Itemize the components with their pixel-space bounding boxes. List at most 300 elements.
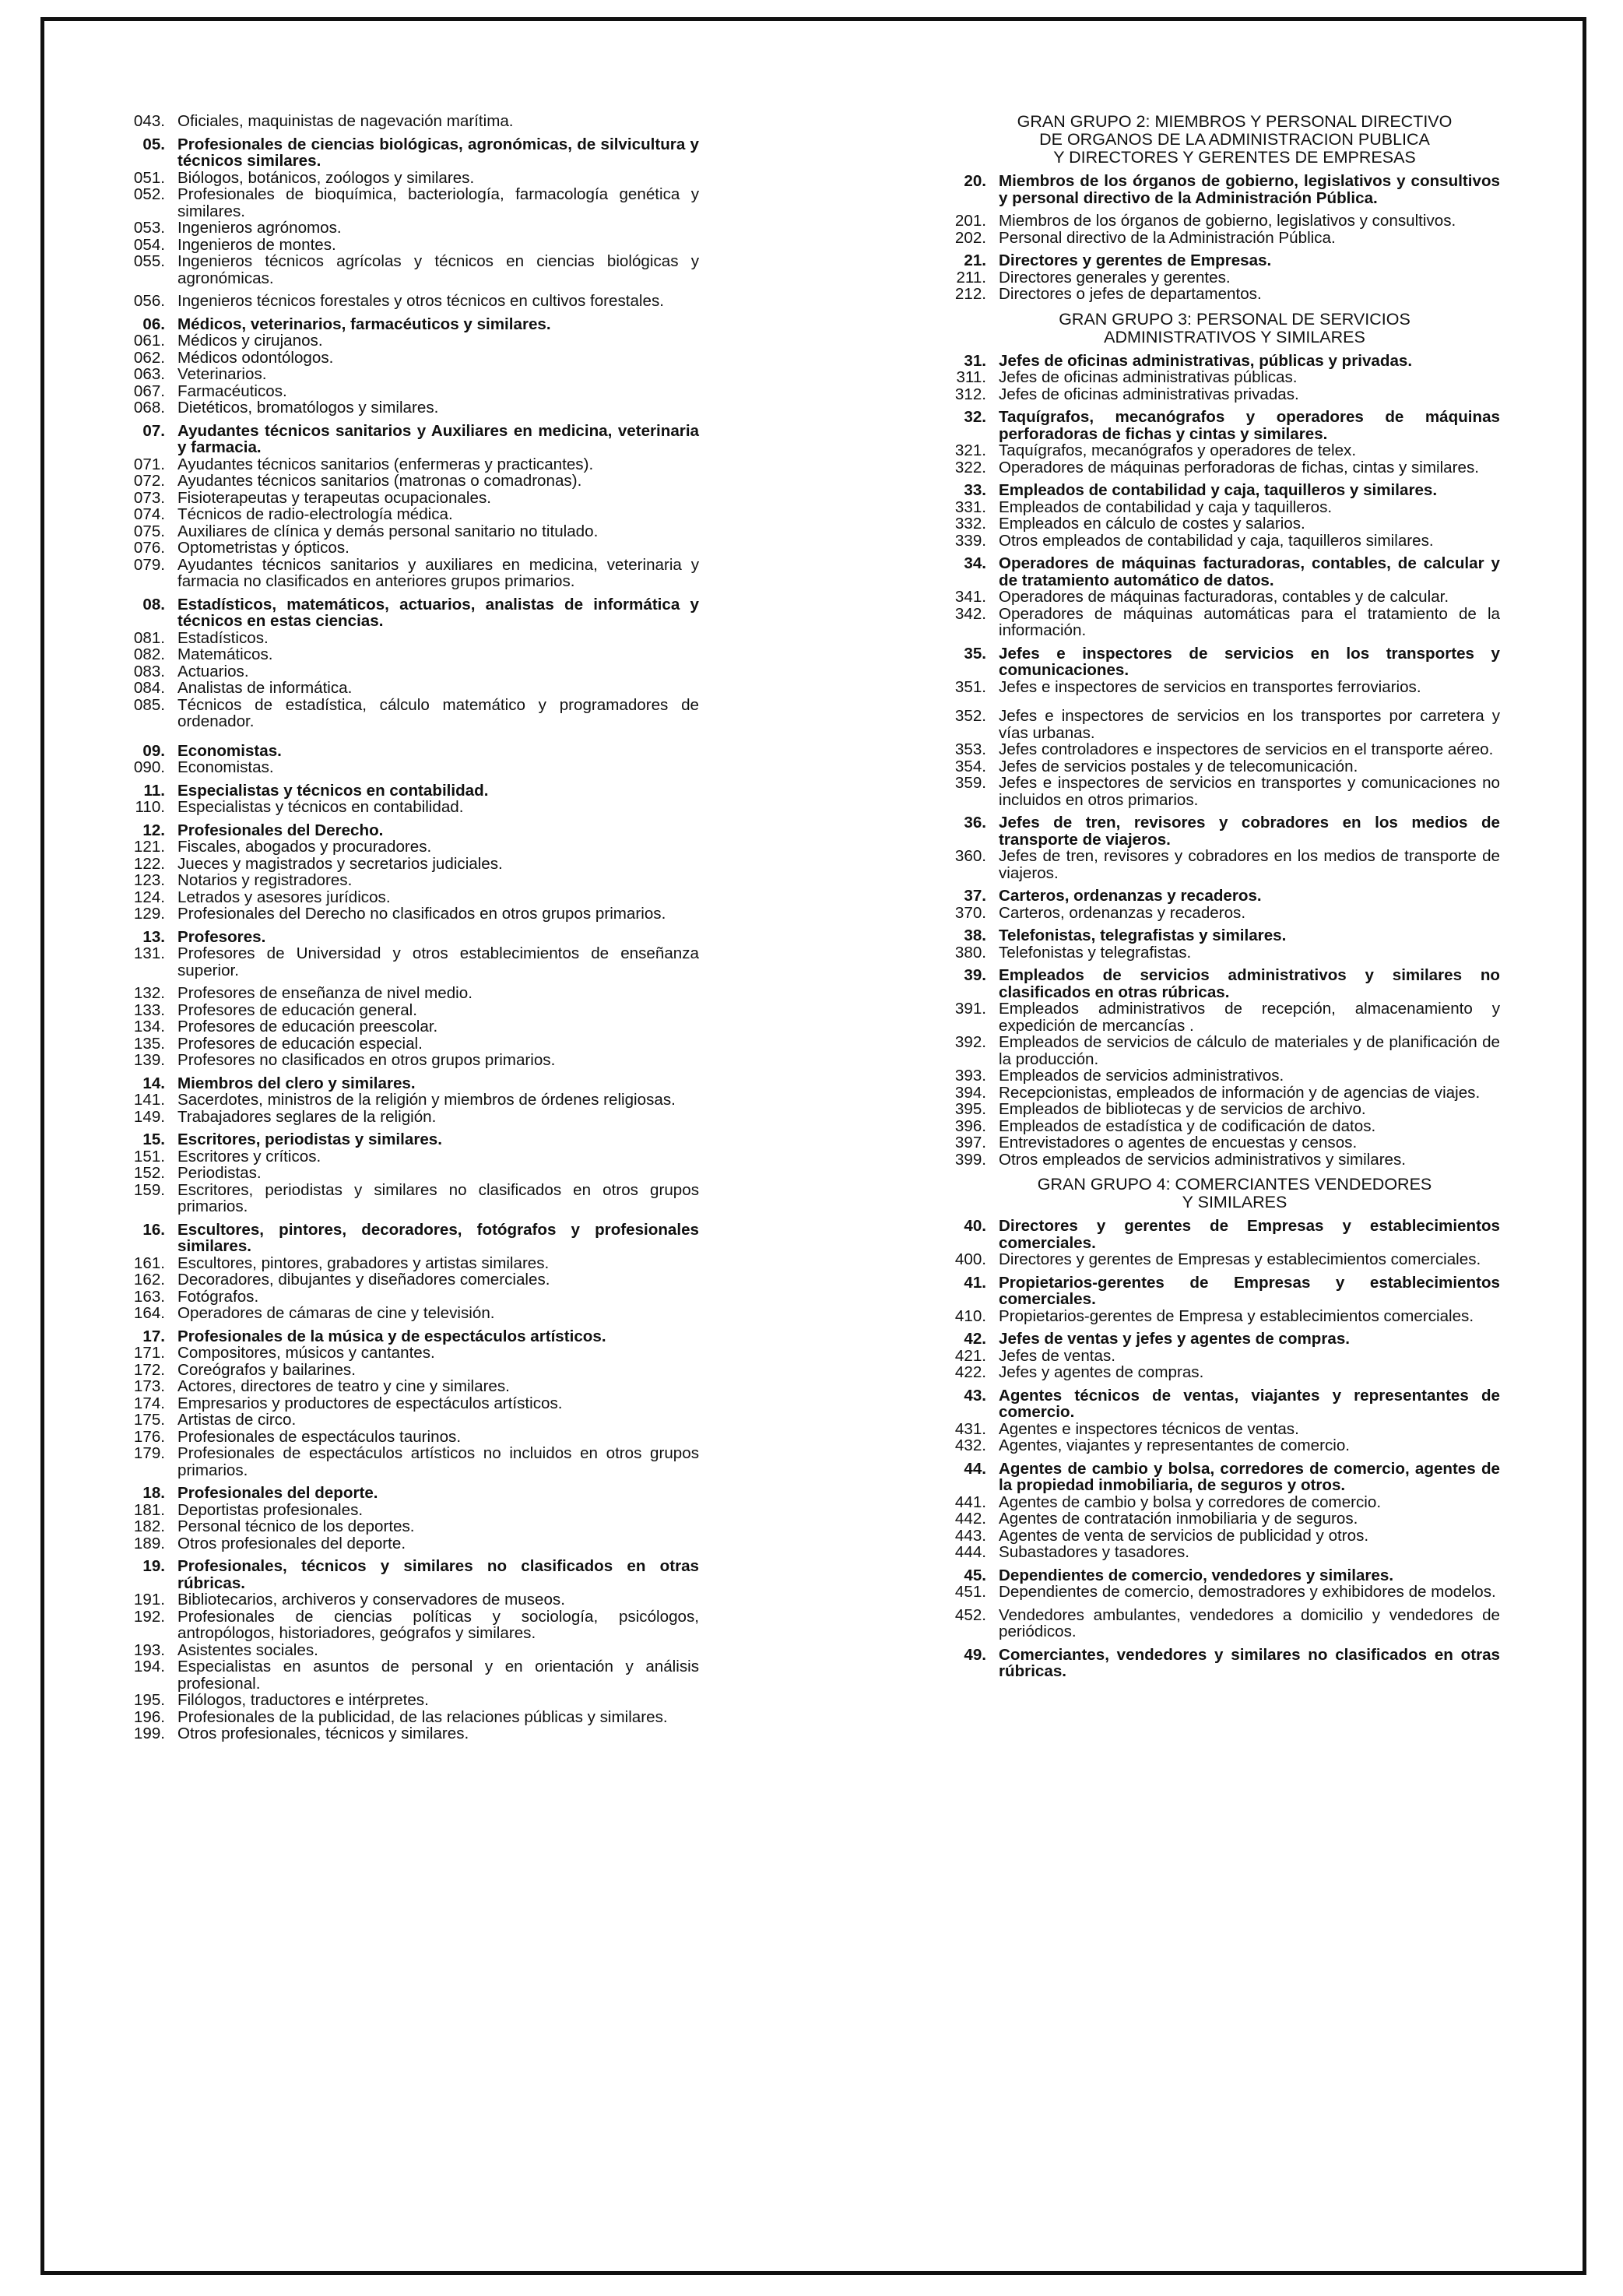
entry-code: 181. [133, 1500, 165, 1519]
entry-code: 422. [954, 1363, 986, 1381]
entry-text: Directores y gerentes de Empresas. [999, 251, 1272, 269]
occupation-entry [117, 186, 699, 220]
entry-text: Letrados y asesores jurídicos. [177, 888, 391, 906]
occupation-entry [117, 646, 699, 663]
entry-code: 134. [133, 1018, 165, 1035]
entry-code: 05. [142, 135, 165, 153]
occupation-entry [117, 1378, 699, 1395]
entry-code: 151. [133, 1147, 165, 1166]
left-column [117, 113, 699, 1742]
entry-code: 410. [954, 1306, 986, 1325]
entry-code: 13. [142, 927, 165, 946]
entry-text: Médicos, veterinarios, farmacéuticos y similares. [177, 315, 551, 333]
entry-code: 063. [133, 365, 165, 383]
occupation-entry [938, 386, 1500, 403]
subgroup-entry [117, 1075, 699, 1092]
subgroup-entry [938, 1275, 1500, 1308]
entry-code: 075. [133, 522, 165, 540]
entry-text: Jefes de ventas. [999, 1346, 1115, 1365]
entry-code: 139. [133, 1051, 165, 1069]
subgroup-entry [938, 1218, 1500, 1251]
entry-text: Ingenieros de montes. [177, 235, 336, 254]
entry-text: Periodistas. [177, 1164, 262, 1182]
entry-text: Dependientes de comercio, demostradores y exhibidores de modelos. [999, 1583, 1496, 1601]
entry-code: 396. [954, 1116, 986, 1135]
occupation-entry [117, 1018, 699, 1035]
entry-code: 360. [954, 847, 986, 865]
occupation-entry [938, 1364, 1500, 1381]
entry-text: Profesionales del Derecho. [177, 821, 384, 839]
entry-code: 431. [954, 1419, 986, 1438]
entry-text: Jefes controladores e inspectores de servicios en el transporte aéreo. [999, 740, 1494, 758]
entry-code: 191. [133, 1591, 165, 1609]
entry-code: 442. [954, 1510, 986, 1528]
entry-code: 172. [133, 1360, 165, 1379]
entry-text: Fisioterapeutas y terapeutas ocupacionales. [177, 488, 491, 507]
entry-code: 41. [964, 1273, 986, 1292]
occupation-entry [117, 1429, 699, 1446]
occupation-entry [117, 1362, 699, 1379]
occupation-entry [117, 759, 699, 776]
entry-code: 11. [143, 781, 165, 800]
occupation-entry [117, 1305, 699, 1322]
occupation-entry [117, 366, 699, 383]
entry-text: Comerciantes, vendedores y similares no clasificados en otras rúbricas. [999, 1645, 1500, 1680]
entry-code: 174. [133, 1394, 165, 1412]
entry-code: 195. [133, 1691, 165, 1709]
occupation-entry [117, 506, 699, 523]
entry-code: 189. [133, 1534, 165, 1552]
entry-text: Fiscales, abogados y procuradores. [177, 838, 432, 856]
occupation-entry [938, 1118, 1500, 1135]
occupation-entry [117, 293, 699, 310]
entry-text: Jefes de ventas y jefes y agentes de compras. [999, 1330, 1351, 1348]
entry-text: Recepcionistas, empleados de información y de agencias de viajes. [999, 1083, 1481, 1102]
occupation-entry [117, 1345, 699, 1362]
entry-code: 452. [954, 1605, 986, 1624]
entry-code: 43. [964, 1386, 986, 1405]
entry-text: Fotógrafos. [177, 1287, 259, 1306]
occupation-entry [117, 1609, 699, 1642]
subgroup-entry [938, 409, 1500, 442]
entry-code: 321. [954, 441, 986, 459]
entry-code: 451. [954, 1583, 986, 1601]
subgroup-entry [117, 743, 699, 760]
entry-code: 110. [135, 798, 165, 816]
occupation-entry [117, 1725, 699, 1742]
occupation-entry [938, 1607, 1500, 1640]
entry-code: 123. [133, 871, 165, 889]
entry-text: Ayudantes técnicos sanitarios y auxiliares en medicina, veterinaria y farmacia no clasificados en anteriores grupos primarios. [177, 555, 699, 590]
entry-text: Estadísticos, matemáticos, actuarios, analistas de informática y técnicos en estas ciencias. [177, 595, 699, 630]
entry-code: 122. [133, 854, 165, 873]
entry-text: Empleados de estadística y de codificación de datos. [999, 1116, 1376, 1135]
occupation-entry [117, 1692, 699, 1709]
occupation-entry [938, 905, 1500, 922]
entry-text: Biólogos, botánicos, zoólogos y similares. [177, 168, 475, 187]
occupation-entry [117, 1289, 699, 1306]
entry-text: Analistas de informática. [177, 679, 353, 697]
entry-text: Escritores, periodistas y similares no clasificados en otros grupos primarios. [177, 1180, 699, 1215]
entry-code: 211. [956, 268, 986, 287]
entry-text: Agentes de cambio y bolsa, corredores de comercio, agentes de la propiedad inmobiliaria, de seguros y otros. [999, 1459, 1500, 1494]
entry-text: Especialistas en asuntos de personal y en orientación y análisis profesional. [177, 1658, 699, 1693]
entry-code: 34. [964, 554, 986, 572]
subgroup-entry [938, 927, 1500, 944]
entry-code: 163. [133, 1287, 165, 1306]
entry-code: 121. [133, 838, 165, 856]
subgroup-entry [117, 1328, 699, 1345]
entry-code: 192. [133, 1607, 165, 1626]
subgroup-entry [117, 929, 699, 946]
occupation-entry [117, 1035, 699, 1053]
entry-text: Jefes de tren, revisores y cobradores en los medios de transporte de viajeros. [999, 847, 1500, 882]
entry-code: 40. [964, 1217, 986, 1235]
entry-text: Empleados de contabilidad y caja y taquilleros. [999, 498, 1333, 516]
occupation-entry [938, 758, 1500, 775]
occupation-entry [117, 1109, 699, 1126]
entry-text: Agentes de contratación inmobiliaria y de seguros. [999, 1510, 1358, 1528]
entry-text: Artistas de circo. [177, 1411, 297, 1429]
entry-text: Profesionales, técnicos y similares no clasificados en otras rúbricas. [177, 1557, 699, 1592]
entry-code: 074. [133, 505, 165, 523]
entry-text: Empleados administrativos de recepción, almacenamiento y expedición de mercancías . [999, 1000, 1500, 1035]
entry-text: Otros empleados de contabilidad y caja, taquilleros similares. [999, 531, 1434, 550]
occupation-entry [938, 286, 1500, 303]
subgroup-entry [117, 1222, 699, 1255]
occupation-entry [938, 1437, 1500, 1454]
entry-text: Directores y gerentes de Empresas y establecimientos comerciales. [999, 1250, 1481, 1268]
occupation-entry [938, 1421, 1500, 1438]
entry-code: 161. [133, 1253, 165, 1272]
entry-text: Dependientes de comercio, vendedores y similares. [999, 1566, 1394, 1584]
entry-code: 352. [954, 707, 986, 725]
entry-code: 06. [142, 315, 165, 333]
entry-text: Empleados de servicios administrativos y similares no clasificados en otras rúbricas. [999, 966, 1500, 1001]
entry-text: Propietarios-gerentes de Empresas y establecimientos comerciales. [999, 1273, 1500, 1308]
occupation-entry [938, 1544, 1500, 1561]
occupation-entry [117, 945, 699, 979]
entry-text: Especialistas y técnicos en contabilidad. [177, 798, 464, 816]
entry-code: 068. [133, 399, 165, 417]
entry-code: 331. [954, 498, 986, 516]
occupation-entry [117, 1642, 699, 1659]
entry-text: Operadores de cámaras de cine y televisión. [177, 1304, 495, 1322]
entry-code: 076. [133, 539, 165, 557]
entry-text: Trabajadores seglares de la religión. [177, 1107, 437, 1126]
occupation-entry [938, 606, 1500, 639]
entry-code: 08. [142, 595, 165, 614]
occupation-entry [938, 1152, 1500, 1169]
occupation-entry [117, 1002, 699, 1019]
entry-code: 392. [954, 1033, 986, 1051]
entry-code: 051. [133, 168, 165, 187]
entry-text: Médicos odontólogos. [177, 348, 334, 367]
occupation-entry [938, 1134, 1500, 1152]
entry-code: 129. [133, 905, 165, 923]
occupation-entry [938, 848, 1500, 881]
entry-code: 312. [954, 385, 986, 403]
occupation-entry [938, 499, 1500, 516]
entry-code: 322. [954, 458, 986, 476]
entry-text: Optometristas y ópticos. [177, 539, 350, 557]
occupation-entry [117, 1658, 699, 1692]
occupation-entry [117, 889, 699, 906]
entry-text: Jefes e inspectores de servicios en los transportes por carretera y vías urbanas. [999, 707, 1500, 742]
entry-code: 082. [133, 645, 165, 663]
entry-code: 31. [964, 351, 986, 370]
entry-text: Profesores de educación especial. [177, 1034, 423, 1053]
occupation-entry [938, 944, 1500, 962]
entry-code: 391. [954, 1000, 986, 1018]
entry-text: Especialistas y técnicos en contabilidad. [177, 781, 489, 800]
occupation-entry [938, 741, 1500, 758]
entry-code: 14. [142, 1074, 165, 1092]
entry-text: Miembros de los órganos de gobierno, legislativos y consultivos y personal directivo de la Administración Pública. [999, 172, 1500, 207]
subgroup-entry [938, 353, 1500, 370]
entry-text: Economistas. [177, 758, 274, 776]
entry-text: Profesores de educación general. [177, 1000, 417, 1019]
entry-code: 061. [133, 332, 165, 350]
right-column [938, 113, 1500, 1680]
entry-code: 16. [142, 1220, 165, 1239]
occupation-entry [117, 220, 699, 237]
entry-text: Profesionales de ciencias biológicas, agronómicas, de silvicultura y técnicos similares. [177, 135, 699, 170]
occupation-entry [938, 1101, 1500, 1118]
entry-text: Deportistas profesionales. [177, 1500, 364, 1519]
entry-code: 18. [142, 1484, 165, 1502]
entry-text: Técnicos de estadística, cálculo matemático y programadores de ordenador. [177, 695, 699, 730]
occupation-entry [117, 1092, 699, 1109]
entry-text: Ingenieros técnicos agrícolas y técnicos en ciencias biológicas y agronómicas. [177, 252, 699, 287]
entry-text: Operadores de máquinas perforadoras de fichas, cintas y similares. [999, 458, 1479, 476]
entry-text: Telefonistas, telegrafistas y similares. [999, 926, 1287, 944]
entry-code: 196. [133, 1707, 165, 1726]
entry-code: 062. [133, 348, 165, 367]
entry-code: 15. [142, 1130, 165, 1148]
occupation-entry [938, 679, 1500, 696]
subgroup-entry [117, 1485, 699, 1502]
entry-text: Otros empleados de servicios administrativos y similares. [999, 1150, 1407, 1169]
entry-text: Auxiliares de clínica y demás personal sanitario no titulado. [177, 522, 599, 540]
entry-text: Otros profesionales del deporte. [177, 1534, 406, 1552]
occupation-entry [938, 1034, 1500, 1067]
entry-text: Actores, directores de teatro y cine y similares. [177, 1377, 510, 1395]
entry-code: 179. [133, 1444, 165, 1462]
entry-text: Jueces y magistrados y secretarios judiciales. [177, 854, 503, 873]
entry-text: Profesores de Universidad y otros establecimientos de enseñanza superior. [177, 944, 699, 979]
entry-text: Bibliotecarios, archiveros y conservadores de museos. [177, 1591, 565, 1609]
entry-code: 397. [954, 1134, 986, 1152]
entry-code: 081. [133, 628, 165, 647]
occupation-entry [117, 540, 699, 557]
entry-text: Ingenieros técnicos forestales y otros técnicos en cultivos forestales. [177, 292, 664, 310]
entry-code: 201. [954, 212, 986, 230]
subgroup-entry [117, 596, 699, 630]
entry-code: 135. [133, 1034, 165, 1053]
entry-text: Ayudantes técnicos sanitarios y Auxiliares en medicina, veterinaria y farmacia. [177, 421, 699, 456]
entry-code: 162. [133, 1271, 165, 1289]
group-heading: Y SIMILARES [1182, 1193, 1288, 1211]
occupation-entry [938, 1085, 1500, 1102]
entry-text: Filólogos, traductores e intérpretes. [177, 1691, 429, 1709]
entry-code: 394. [954, 1083, 986, 1102]
entry-text: Jefes e inspectores de servicios en transportes ferroviarios. [999, 677, 1421, 696]
entry-code: 32. [964, 408, 986, 426]
entry-text: Profesionales de espectáculos taurinos. [177, 1427, 462, 1446]
occupation-entry [938, 708, 1500, 741]
occupation-entry [117, 473, 699, 490]
occupation-entry [938, 459, 1500, 476]
occupation-entry [938, 1528, 1500, 1545]
entry-text: Personal directivo de la Administración Pública. [999, 228, 1336, 247]
occupation-entry [117, 490, 699, 507]
entry-text: Notarios y registradores. [177, 871, 353, 889]
entry-code: 193. [133, 1640, 165, 1659]
entry-code: 399. [954, 1150, 986, 1169]
entry-text: Carteros, ordenanzas y recaderos. [999, 887, 1262, 905]
entry-text: Miembros del clero y similares. [177, 1074, 416, 1092]
entry-text: Miembros de los órganos de gobierno, legislativos y consultivos. [999, 212, 1456, 230]
entry-code: 141. [133, 1091, 165, 1109]
entry-text: Directores y gerentes de Empresas y establecimientos comerciales. [999, 1217, 1500, 1252]
entry-code: 202. [954, 228, 986, 247]
entry-text: Profesores. [177, 927, 266, 946]
subgroup-entry [117, 316, 699, 333]
occupation-entry [117, 1591, 699, 1609]
entry-text: Matemáticos. [177, 645, 273, 663]
occupation-entry [938, 533, 1500, 550]
entry-text: Compositores, músicos y cantantes. [177, 1344, 435, 1362]
entry-text: Profesionales de bioquímica, bacteriología, farmacología genética y similares. [177, 185, 699, 220]
entry-text: Jefes de tren, revisores y cobradores en los medios de transporte de viajeros. [999, 814, 1500, 849]
entry-text: Agentes técnicos de ventas, viajantes y representantes de comercio. [999, 1386, 1500, 1421]
entry-text: Otros profesionales, técnicos y similares. [177, 1725, 469, 1742]
entry-text: Ayudantes técnicos sanitarios (enfermeras y practicantes). [177, 455, 594, 473]
subgroup-entry [117, 782, 699, 800]
entry-code: 395. [954, 1100, 986, 1118]
entry-code: 444. [954, 1543, 986, 1561]
entry-text: Coreógrafos y bailarines. [177, 1360, 356, 1379]
occupation-entry [117, 839, 699, 856]
occupation-entry [938, 369, 1500, 386]
entry-code: 212. [954, 285, 986, 303]
occupation-entry [117, 1148, 699, 1166]
occupation-entry [117, 630, 699, 647]
entry-code: 339. [954, 531, 986, 550]
entry-code: 432. [954, 1436, 986, 1454]
entry-text: Jefes y agentes de compras. [999, 1363, 1204, 1381]
group-heading: GRAN GRUPO 3: PERSONAL DE SERVICIOS [1059, 309, 1410, 329]
entry-text: Asistentes sociales. [177, 1640, 318, 1659]
occupation-entry [117, 697, 699, 730]
entry-code: 194. [133, 1658, 165, 1675]
entry-code: 351. [954, 677, 986, 696]
entry-code: 393. [954, 1067, 986, 1085]
occupation-entry [117, 237, 699, 254]
entry-text: Personal técnico de los deportes. [177, 1517, 415, 1535]
occupation-entry [117, 1182, 699, 1215]
occupation-entry [117, 1445, 699, 1479]
entry-code: 42. [964, 1330, 986, 1348]
entry-text: Jefes de oficinas administrativas, públicas y privadas. [999, 351, 1413, 370]
occupation-entry [938, 1510, 1500, 1528]
occupation-entry [117, 399, 699, 417]
subgroup-entry [117, 1131, 699, 1148]
occupation-entry [938, 515, 1500, 533]
entry-text: Escultores, pintores, decoradores, fotógrafos y profesionales similares. [177, 1220, 699, 1255]
entry-code: 33. [964, 481, 986, 499]
entry-code: 400. [954, 1250, 986, 1268]
occupation-entry [938, 1251, 1500, 1268]
entry-text: Escultores, pintores, grabadores y artistas similares. [177, 1253, 550, 1272]
entry-text: Operadores de máquinas facturadoras, contables, de calcular y de tratamiento automático de datos. [999, 554, 1500, 589]
group-heading: GRAN GRUPO 4: COMERCIANTES VENDEDORES [1037, 1175, 1432, 1194]
occupation-entry [117, 1255, 699, 1272]
occupation-entry [117, 1271, 699, 1289]
entry-code: 07. [142, 421, 165, 440]
entry-code: 056. [133, 292, 165, 310]
occupation-entry [117, 1709, 699, 1726]
entry-code: 090. [133, 758, 165, 776]
entry-text: Jefes e inspectores de servicios en transportes y comunicaciones no incluidos en otros primarios. [999, 774, 1500, 809]
occupation-entry [117, 523, 699, 540]
occupation-entry [117, 1412, 699, 1429]
entry-code: 37. [964, 887, 986, 905]
entry-text: Agentes de cambio y bolsa y corredores de comercio. [999, 1493, 1382, 1511]
entry-text: Empleados de servicios administrativos. [999, 1067, 1284, 1085]
entry-code: 341. [954, 588, 986, 606]
subgroup-entry [938, 1567, 1500, 1584]
entry-text: Operadores de máquinas facturadoras, contables y de calcular. [999, 588, 1449, 606]
entry-text: Telefonistas y telegrafistas. [999, 943, 1192, 962]
subgroup-entry [938, 1647, 1500, 1680]
entry-text: Taquígrafos, mecanógrafos y operadores de máquinas perforadoras de fichas y cintas y similares. [999, 408, 1500, 443]
occupation-entry [117, 1502, 699, 1519]
entry-code: 131. [133, 944, 165, 962]
group-heading: Y DIRECTORES Y GERENTES DE EMPRESAS [1053, 148, 1416, 167]
occupation-entry [117, 872, 699, 889]
occupation-entry [117, 856, 699, 873]
entry-text: Taquígrafos, mecanógrafos y operadores de telex. [999, 441, 1357, 459]
entry-code: 159. [133, 1180, 165, 1199]
occupation-entry [117, 663, 699, 680]
entry-code: 17. [142, 1327, 165, 1345]
entry-code: 084. [133, 679, 165, 697]
entry-text: Profesores de educación preescolar. [177, 1018, 438, 1035]
occupation-entry [117, 1518, 699, 1535]
subgroup-entry [117, 136, 699, 170]
entry-code: 071. [133, 455, 165, 473]
entry-code: 176. [133, 1427, 165, 1446]
group-heading: ADMINISTRATIVOS Y SIMILARES [1104, 327, 1365, 346]
subgroup-entry [938, 967, 1500, 1000]
entry-code: 043. [133, 112, 165, 130]
entry-code: 052. [133, 185, 165, 203]
entry-text: Actuarios. [177, 662, 249, 680]
entry-code: 39. [964, 966, 986, 984]
subgroup-entry [117, 1558, 699, 1591]
entry-code: 054. [133, 235, 165, 254]
entry-text: Profesionales de la música y de espectáculos artísticos. [177, 1327, 606, 1345]
occupation-entry [938, 1348, 1500, 1365]
occupation-entry [117, 1535, 699, 1552]
entry-text: Ayudantes técnicos sanitarios (matronas o comadronas). [177, 472, 582, 490]
entry-code: 055. [133, 252, 165, 270]
entry-text: Propietarios-gerentes de Empresa y establecimientos comerciales. [999, 1306, 1474, 1325]
entry-code: 421. [954, 1346, 986, 1365]
entry-text: Sacerdotes, ministros de la religión y miembros de órdenes religiosas. [177, 1091, 676, 1109]
